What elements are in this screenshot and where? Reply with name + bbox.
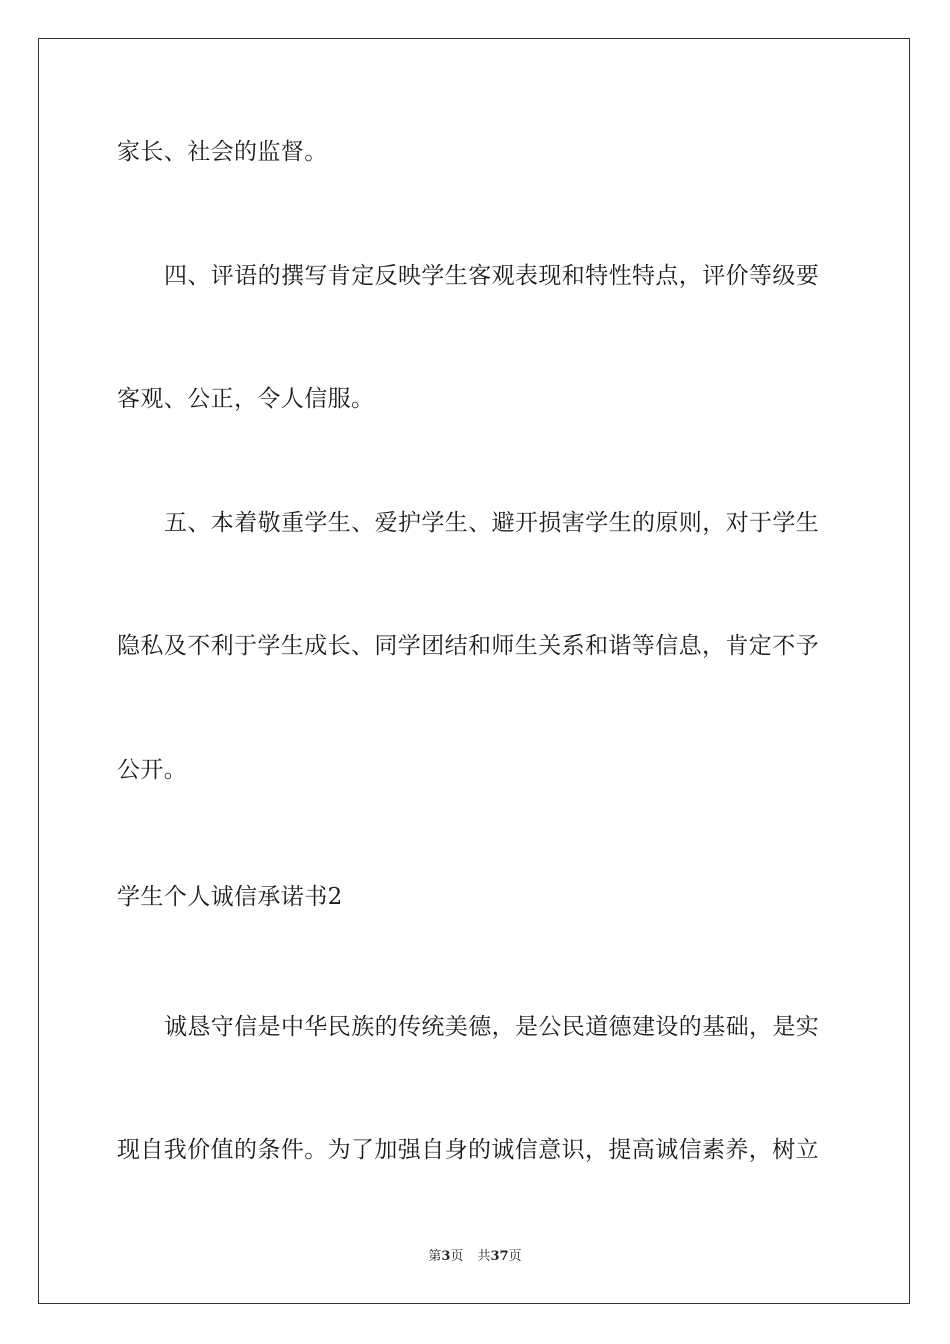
total-prefix: 共	[477, 1249, 491, 1264]
page-number: 3	[441, 1249, 451, 1264]
body-line-6: 公开。	[117, 757, 188, 783]
page-prefix: 第	[428, 1249, 442, 1264]
total-pages: 37	[490, 1249, 509, 1264]
page-suffix: 页	[450, 1249, 464, 1264]
body-line-8: 现自我价值的条件。为了加强自身的诚信意识，提高诚信素养，树立	[117, 1137, 819, 1163]
body-line-3: 客观、公正，令人信服。	[117, 386, 375, 412]
body-line-4: 五、本着敬重学生、爱护学生、避开损害学生的原则，对于学生	[164, 510, 820, 536]
body-line-5: 隐私及不利于学生成长、同学团结和师生关系和谐等信息，肯定不予	[117, 633, 819, 659]
section-heading: 学生个人诚信承诺书2	[117, 884, 343, 910]
page-footer	[0, 1248, 950, 1266]
body-line-7: 诚恳守信是中华民族的传统美德，是公民道德建设的基础，是实	[164, 1014, 820, 1040]
body-line-2: 四、评语的撰写肯定反映学生客观表现和特性特点，评价等级要	[164, 263, 820, 289]
total-suffix: 页	[508, 1249, 522, 1264]
page-border	[38, 38, 910, 1304]
body-line-1: 家长、社会的监督。	[117, 139, 328, 165]
